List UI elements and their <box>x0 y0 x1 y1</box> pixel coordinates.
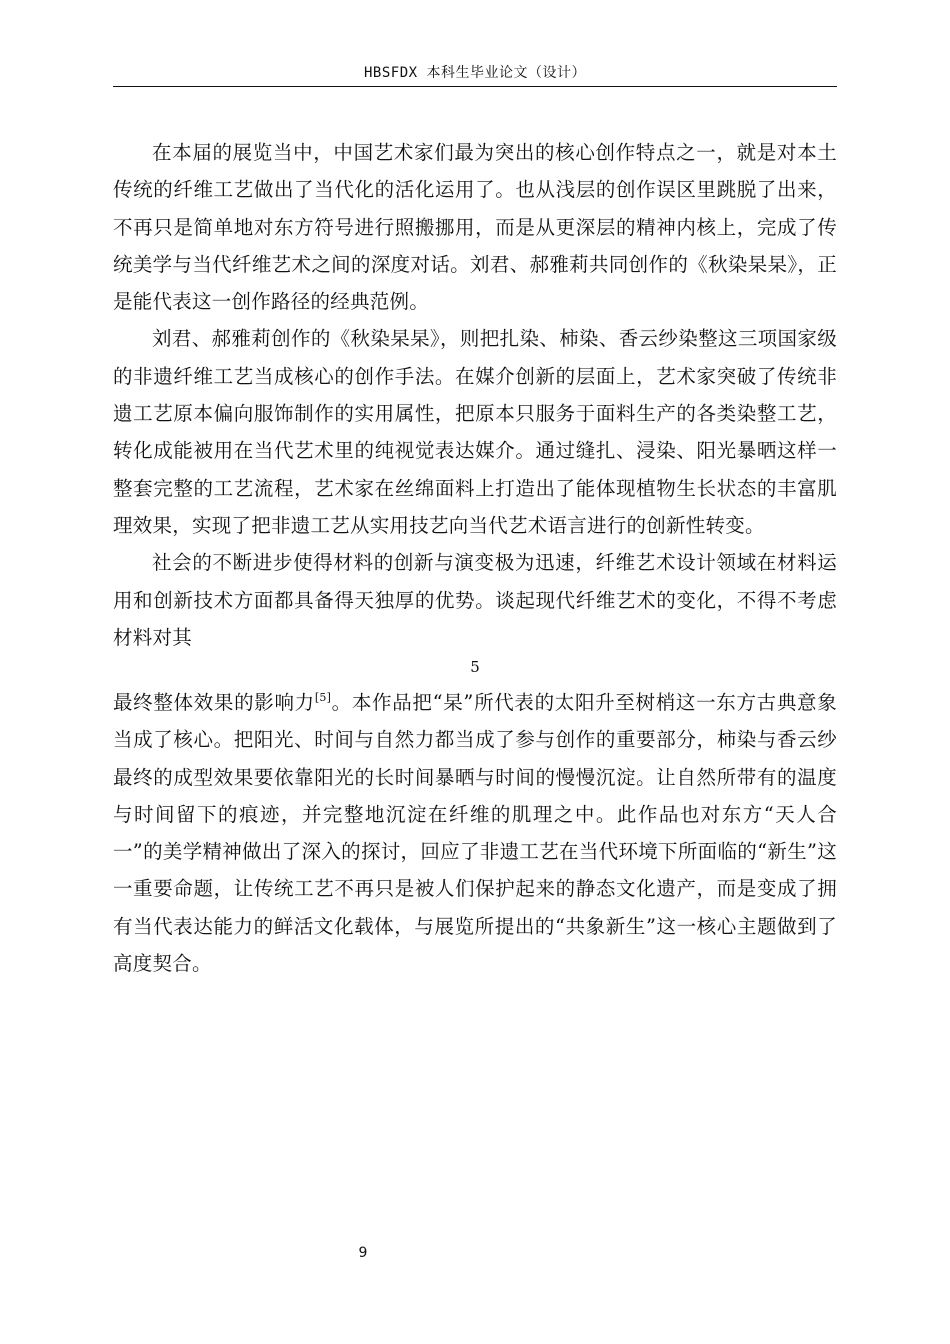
paragraph-4 <box>113 684 837 982</box>
citation-mark: [5] <box>314 691 332 704</box>
page-number: 9 <box>358 1245 368 1261</box>
paragraph-3: 社会的不断进步使得材料的创新与演变极为迅速，纤维艺术设计领域在材料运用和创新技术方面都具备得天独厚的优势。谈起现代纤维艺术的变化，不得不考虑材料对其 <box>113 551 837 649</box>
header-rule <box>113 86 837 87</box>
paragraph-4-text-b: 。本作品把“杲”所代表的太阳升至树梢这一东方古典意象当成了核心。把阳光、时间与自然力都当成了参与创作的重要部分，柿染与香云纱最终的成型效果要依靠阳光的长时间暴晒与时间的慢慢沉淀。让自然所带有的温度与时间留下的痕迹，并完整地沉淀在纤维的肌理之中。此作品也对东方“天人合一”的美学精神做出了深入的探讨，回应了非遗工艺在当代环境下所面临的“新生”这一重要命题，让传统工艺不再只是被人们保护起来的静态文化遗产，而是变成了拥有当代表达能力的鲜活文化载体，与展览所提出的“共象新生”这一核心主题做到了高度契合。 <box>113 691 837 976</box>
paragraph-2: 刘君、郝雅莉创作的《秋染杲杲》，则把扎染、柿染、香云纱染整这三项国家级的非遗纤维工艺当成核心的创作手法。在媒介创新的层面上，艺术家突破了传统非遗工艺原本偏向服饰制作的实用属性，把原本只服务于面料生产的各类染整工艺，转化成能被用在当代艺术里的纯视觉表达媒介。通过缝扎、浸染、阳光暴晒这样一整套完整的工艺流程，艺术家在丝绵面料上打造出了能体现植物生长状态的丰富肌理效果，实现了把非遗工艺从实用技艺向当代艺术语言进行的创新性转变。 <box>113 327 837 537</box>
body-text-lower <box>113 684 837 982</box>
paragraph-1: 在本届的展览当中，中国艺术家们最为突出的核心创作特点之一，就是对本土传统的纤维工艺做出了当代化的活化运用了。也从浅层的创作误区里跳脱了出来，不再只是简单地对东方符号进行照搬挪用，而是从更深层的精神内核上，完成了传统美学与当代纤维艺术之间的深度对话。刘君、郝雅莉共同创作的《秋染杲杲》，正是能代表这一创作路径的经典范例。 <box>113 141 837 314</box>
paragraph-4-text-a: 最终整体效果的影响力 <box>113 691 315 714</box>
body-text-upper <box>113 134 837 656</box>
inner-page-number: 5 <box>470 658 480 676</box>
running-header: HBSFDX 本科生毕业论文（设计） <box>363 65 586 81</box>
